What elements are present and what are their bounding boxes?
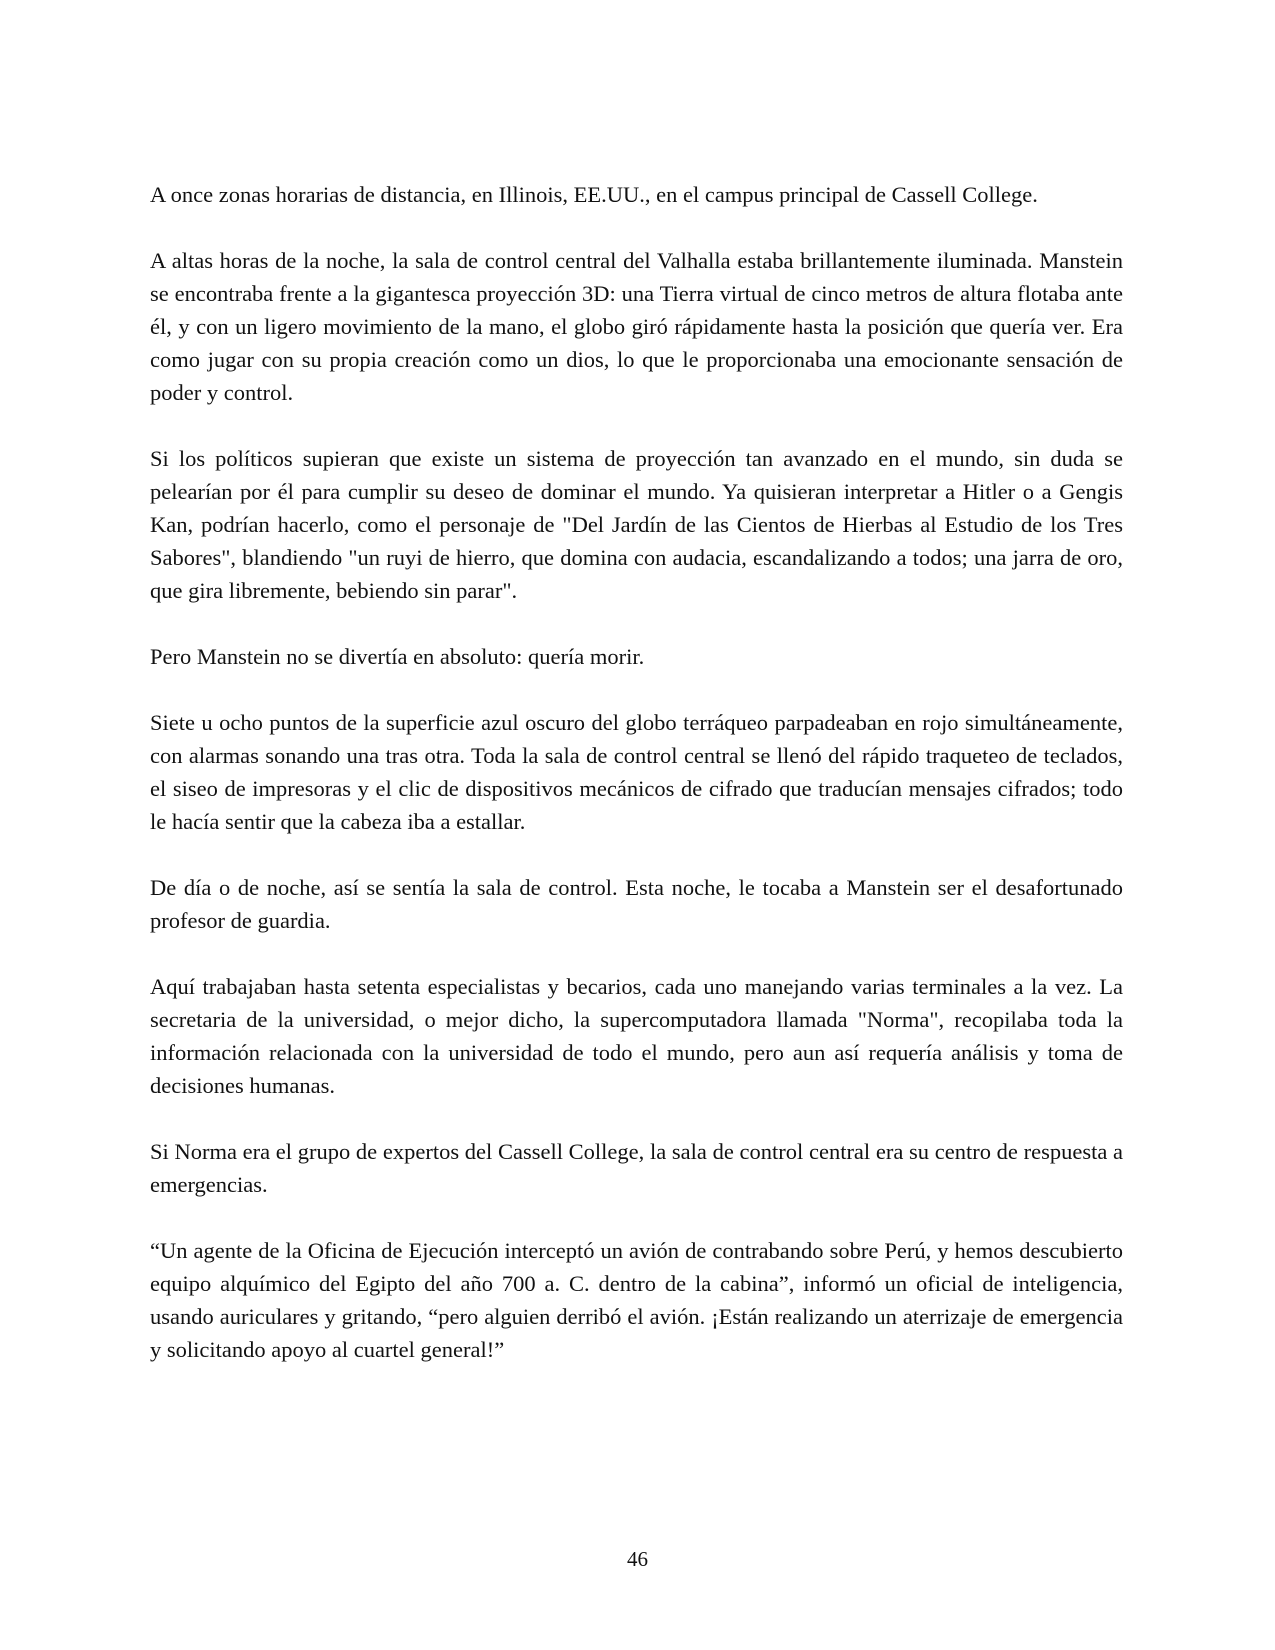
page-body: [150, 178, 1123, 1366]
paragraph-emergency-center: Si Norma era el grupo de expertos del Cassell College, la sala de control central era su centro de respuesta a emergencias.: [150, 1139, 1123, 1197]
paragraph-campus-intro: A once zonas horarias de distancia, en Illinois, EE.UU., en el campus principal de Cassell College.: [150, 182, 1038, 207]
paragraph-alarms: Siete u ocho puntos de la superficie azul oscuro del globo terráqueo parpadeaban en rojo simultáneamente, con alarmas sonando una tras otra. Toda la sala de control central se llenó del rápido traqueteo de teclados, el siseo de impresoras y el clic de dispositivos mecánicos de cifrado que traducían mensajes cifrados; todo le hacía sentir que la cabeza iba a estallar.: [150, 710, 1123, 834]
paragraph-norma: Aquí trabajaban hasta setenta especialistas y becarios, cada uno manejando varias terminales a la vez. La secretaria de la universidad, o mejor dicho, la supercomputadora llamada "Norma", recopilaba toda la información relacionada con la universidad de todo el mundo, pero aun así requería análisis y toma de decisiones humanas.: [150, 974, 1123, 1098]
paragraph-manstein-mood: Pero Manstein no se divertía en absoluto: quería morir.: [150, 644, 645, 669]
page-number: 46: [627, 1547, 648, 1571]
paragraph-night-duty: De día o de noche, así se sentía la sala de control. Esta noche, le tocaba a Manstein ser el desafortunado profesor de guardia.: [150, 875, 1123, 933]
paragraph-intelligence-report: “Un agente de la Oficina de Ejecución interceptó un avión de contrabando sobre Perú, y hemos descubierto equipo alquímico del Egipto del año 700 a. C. dentro de la cabina”, informó un oficial de inteligencia, usando auriculares y gritando, “pero alguien derribó el avión. ¡Están realizando un aterrizaje de emergencia y solicitando apoyo al cuartel general!”: [150, 1238, 1123, 1362]
paragraph-control-room: A altas horas de la noche, la sala de control central del Valhalla estaba brillantemente iluminada. Manstein se encontraba frente a la gigantesca proyección 3D: una Tierra virtual de cinco metros de altura flotaba ante él, y con un ligero movimiento de la mano, el globo giró rápidamente hasta la posición que quería ver. Era como jugar con su propia creación como un dios, lo que le proporcionaba una emocionante sensación de poder y control.: [150, 248, 1123, 405]
paragraph-politicians: Si los políticos supieran que existe un sistema de proyección tan avanzado en el mundo, sin duda se pelearían por él para cumplir su deseo de dominar el mundo. Ya quisieran interpretar a Hitler o a Gengis Kan, podrían hacerlo, como el personaje de "Del Jardín de las Cientos de Hierbas al Estudio de los Tres Sabores", blandiendo "un ruyi de hierro, que domina con audacia, escandalizando a todos; una jarra de oro, que gira libremente, bebiendo sin parar".: [150, 446, 1123, 603]
